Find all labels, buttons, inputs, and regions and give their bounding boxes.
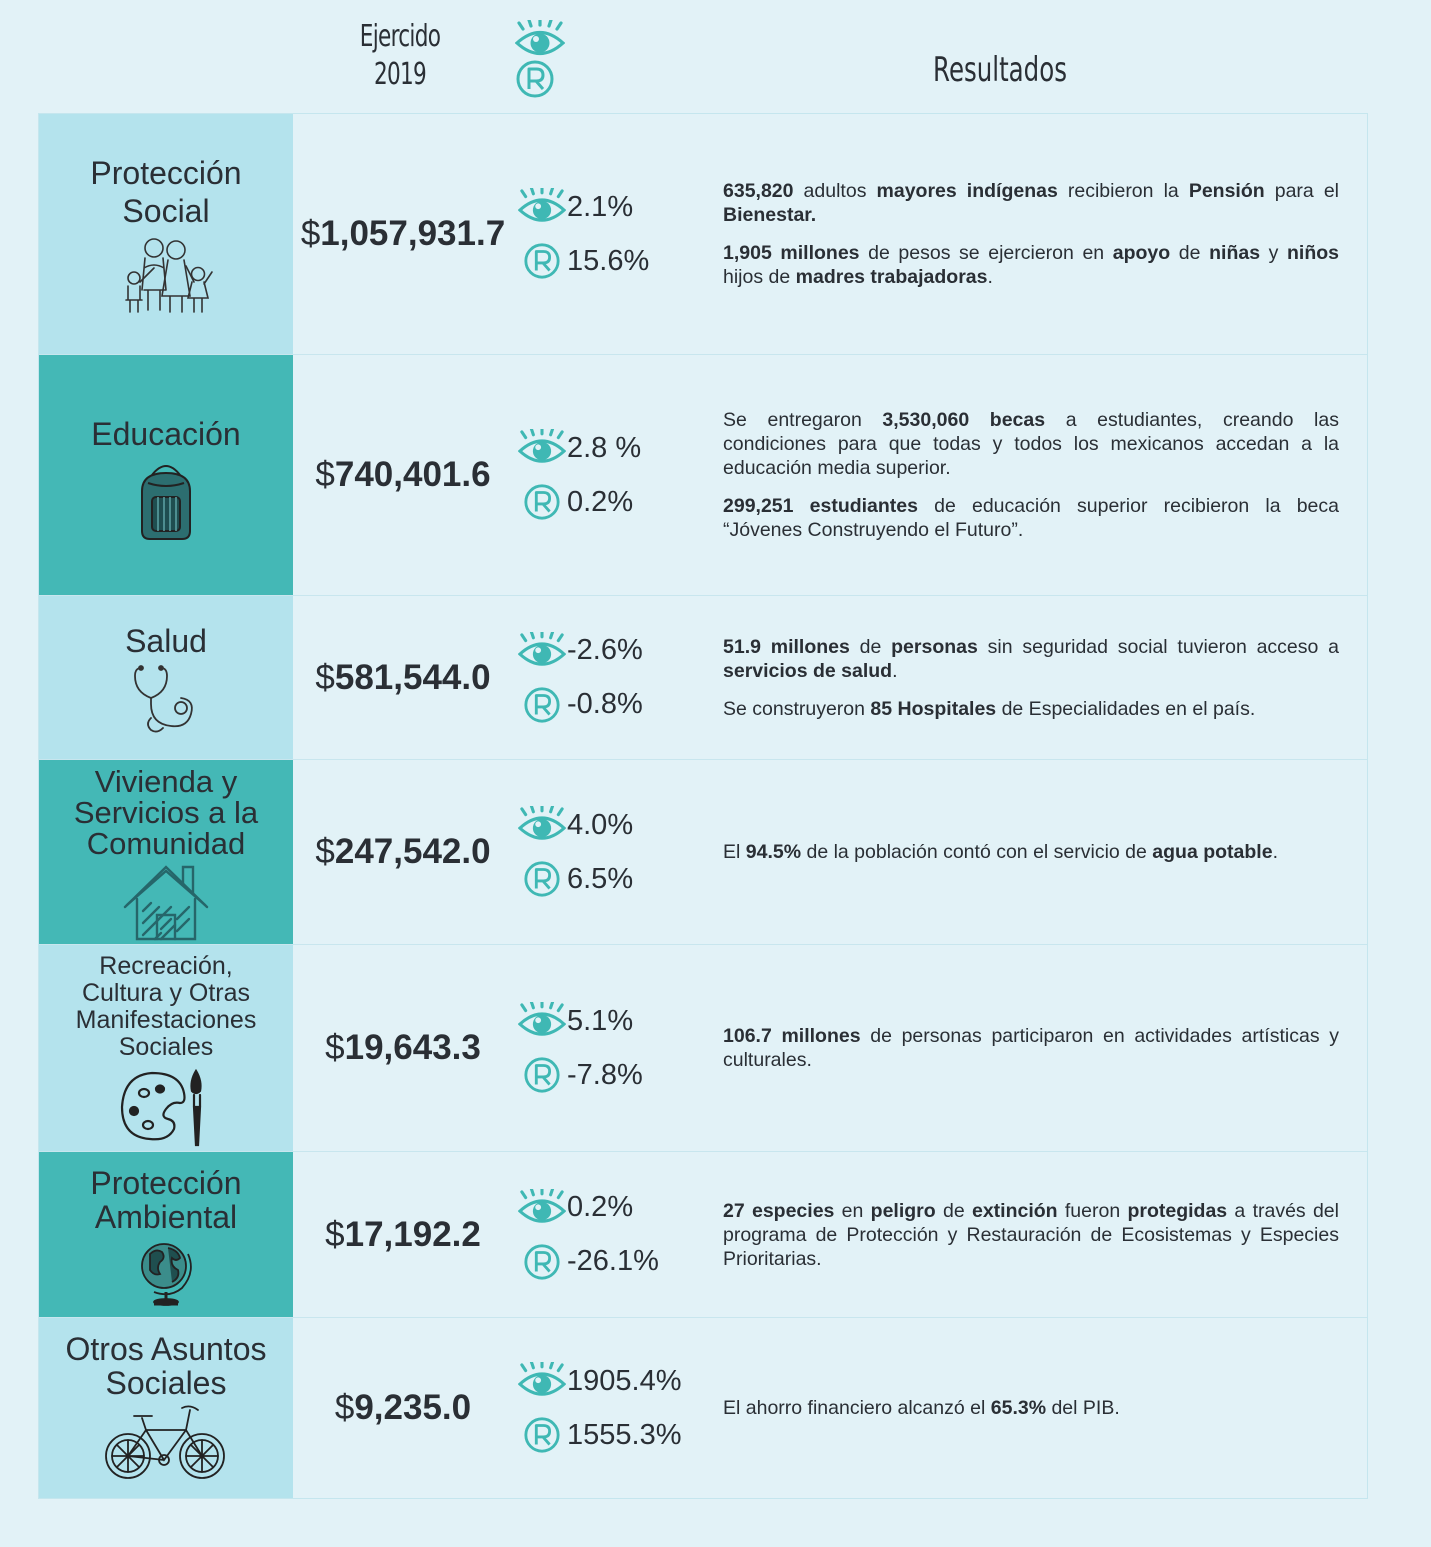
- percent-cell: [513, 355, 713, 595]
- result-text: Se construyeron: [723, 697, 871, 720]
- result-paragraph: [723, 697, 1339, 721]
- result-highlight: mayores indígenas: [876, 180, 1058, 202]
- result-highlight: extinción: [971, 1199, 1058, 1222]
- table-row: [39, 595, 1367, 759]
- category-label-line: Servicios a la: [73, 795, 259, 830]
- result-highlight: agua potable: [1152, 841, 1273, 863]
- currency-sign: $: [315, 832, 335, 871]
- result-text: en: [834, 1199, 871, 1222]
- percent-value: 4.0%: [567, 808, 634, 841]
- result-text: de pesos se ejercieron en: [859, 242, 1113, 264]
- amount-value: 17,192.2: [344, 1214, 481, 1254]
- result-highlight: 106.7 millones: [723, 1025, 861, 1047]
- percent-value: 6.5%: [567, 862, 634, 895]
- nominal-change: [517, 624, 713, 678]
- category-label-line: Cultura y Otras: [81, 979, 251, 1007]
- category-label-line: Vivienda y: [94, 764, 238, 799]
- result-highlight: 635,820: [723, 180, 794, 202]
- percent-value: -7.8%: [567, 1058, 643, 1091]
- r-circle-icon: [517, 242, 567, 280]
- eye-icon: [517, 806, 567, 843]
- result-paragraph: [723, 494, 1339, 542]
- category-label-line: Recreación,: [99, 952, 233, 980]
- result-text: .: [1272, 841, 1278, 863]
- result-paragraph: [723, 1199, 1339, 1271]
- r-circle-icon: [515, 59, 569, 99]
- currency-sign: $: [334, 1388, 355, 1427]
- r-circle-icon: [517, 483, 567, 521]
- ejercido-header: [344, 18, 456, 94]
- amount-value: 581,544.0: [334, 657, 491, 697]
- nominal-change: [517, 1181, 713, 1235]
- result-text: de educación superior recibieron la beca “Jóvenes Construyendo el Futuro”.: [723, 495, 1339, 541]
- result-paragraph: [723, 179, 1339, 227]
- globe-icon: [39, 1236, 293, 1312]
- result-paragraph: [723, 241, 1339, 289]
- result-text: a través del programa de Protección y Restauración de Ecosistemas y Especies Prioritarias.: [723, 1199, 1339, 1270]
- eye-icon: [517, 188, 567, 225]
- result-text: fueron: [1057, 1199, 1128, 1222]
- result-highlight: 3,530,060 becas: [882, 409, 1046, 431]
- percent-value: 0.2%: [567, 485, 634, 518]
- result-text: de: [849, 635, 892, 658]
- backpack-icon: [39, 461, 293, 545]
- resultados-header: Resultados: [933, 50, 1067, 90]
- house-icon: [39, 861, 293, 945]
- category-label-line: Sociales: [118, 1033, 214, 1061]
- percent-cell: [513, 596, 713, 759]
- eye-icon: [517, 1002, 567, 1039]
- table-row: [39, 944, 1367, 1151]
- header-icons: [515, 20, 569, 99]
- result-paragraph: [723, 635, 1339, 683]
- r-circle-icon: [517, 1416, 567, 1454]
- result-text: y: [1260, 242, 1287, 264]
- amount-value: 247,542.0: [334, 832, 491, 871]
- category-label-line: Protección: [90, 155, 242, 191]
- category-label-line: Social: [122, 193, 210, 229]
- result-highlight: 65.3%: [990, 1397, 1047, 1419]
- results-cell: [713, 114, 1367, 354]
- result-text: de Especialidades en el país.: [996, 697, 1256, 720]
- category-label-line: Salud: [125, 623, 207, 659]
- real-change: [517, 1048, 713, 1102]
- eye-icon: [517, 1189, 567, 1226]
- amount-cell: [293, 945, 513, 1151]
- percent-value: 0.2%: [567, 1191, 634, 1223]
- category-label-line: Manifestaciones: [75, 1006, 257, 1034]
- category-label-line: Sociales: [105, 1365, 227, 1401]
- family-icon: [39, 238, 293, 322]
- result-highlight: 27 especies: [723, 1199, 835, 1222]
- amount-value: 1,057,931.7: [320, 214, 506, 253]
- percent-cell: [513, 945, 713, 1151]
- r-circle-icon: [517, 860, 567, 898]
- result-highlight: personas: [891, 635, 978, 658]
- real-change: [517, 475, 713, 529]
- results-cell: [713, 760, 1367, 944]
- result-highlight: niños: [1287, 242, 1339, 264]
- currency-sign: $: [315, 657, 335, 697]
- result-text: de la población contó con el servicio de: [801, 841, 1153, 863]
- result-text: del PIB.: [1046, 1397, 1120, 1419]
- real-change: [517, 1235, 713, 1289]
- eye-icon: [517, 632, 567, 669]
- eye-icon: [517, 429, 567, 466]
- percent-value: 2.8 %: [567, 431, 642, 464]
- table-row: [39, 759, 1367, 944]
- result-highlight: Pensión: [1188, 180, 1265, 202]
- result-text: de personas participaron en actividades artísticas y culturales.: [723, 1025, 1339, 1071]
- amount-cell: [293, 1152, 513, 1317]
- amount-cell: [293, 760, 513, 944]
- nominal-change: [517, 1354, 713, 1408]
- results-cell: [713, 1318, 1367, 1498]
- percent-value: -0.8%: [567, 688, 643, 720]
- nominal-change: [517, 798, 713, 852]
- nominal-change: [517, 994, 713, 1048]
- result-highlight: 94.5%: [745, 841, 802, 863]
- percent-cell: [513, 760, 713, 944]
- nominal-change: [517, 180, 713, 234]
- percent-cell: [513, 1318, 713, 1498]
- result-highlight: 51.9 millones: [723, 635, 850, 658]
- table-row: [39, 114, 1367, 354]
- currency-sign: $: [300, 214, 321, 253]
- r-circle-icon: [517, 1243, 567, 1281]
- amount-value: 740,401.6: [334, 455, 491, 494]
- result-text: .: [892, 659, 898, 682]
- category-label-line: Protección: [90, 1165, 242, 1201]
- result-highlight: protegidas: [1127, 1199, 1228, 1222]
- results-cell: [713, 1152, 1367, 1317]
- result-text: de: [1170, 242, 1210, 264]
- category-cell: [39, 945, 293, 1151]
- amount-cell: [293, 114, 513, 354]
- currency-sign: $: [315, 455, 335, 494]
- bicycle-icon: [39, 1402, 293, 1488]
- result-text: de: [935, 1199, 972, 1222]
- category-label-line: Educación: [91, 416, 241, 452]
- result-highlight: Bienestar.: [723, 204, 817, 226]
- results-cell: [713, 355, 1367, 595]
- real-change: [517, 1408, 713, 1462]
- percent-value: 5.1%: [567, 1004, 634, 1037]
- result-text: sin seguridad social tuvieron acceso a: [977, 635, 1340, 658]
- amount-value: 9,235.0: [354, 1388, 472, 1427]
- percent-value: 15.6%: [567, 244, 650, 277]
- result-highlight: servicios de salud: [723, 659, 893, 682]
- result-highlight: apoyo: [1112, 242, 1171, 264]
- amount-cell: [293, 355, 513, 595]
- result-text: para el: [1264, 180, 1340, 202]
- result-text: adultos: [793, 180, 877, 202]
- table-row: [39, 354, 1367, 595]
- table-row: [39, 1151, 1367, 1317]
- result-highlight: 299,251 estudiantes: [723, 495, 918, 517]
- result-paragraph: [723, 408, 1339, 480]
- result-text: El: [723, 841, 746, 863]
- result-text: El ahorro financiero alcanzó el: [723, 1397, 991, 1419]
- percent-value: -26.1%: [567, 1245, 659, 1277]
- result-highlight: 85 Hospitales: [870, 697, 997, 720]
- percent-value: 1905.4%: [567, 1364, 682, 1397]
- category-label-line: Ambiental: [94, 1199, 238, 1235]
- table-row: [39, 1317, 1367, 1498]
- eye-icon: [517, 1362, 567, 1399]
- r-circle-icon: [517, 686, 567, 724]
- budget-table: [38, 113, 1368, 1499]
- category-cell: [39, 1152, 293, 1317]
- result-text: a estudiantes, creando las condiciones para que todas y todos los mexicanos accedan a la educación media superior.: [723, 409, 1339, 479]
- percent-value: 2.1%: [567, 190, 634, 223]
- result-text: Se entregaron: [723, 409, 883, 431]
- percent-cell: [513, 1152, 713, 1317]
- ejercido-header-line1: Ejercido: [359, 19, 441, 54]
- category-cell: [39, 114, 293, 354]
- ejercido-header-line2: 2019: [373, 57, 427, 92]
- real-change: [517, 678, 713, 732]
- result-text: .: [987, 266, 993, 288]
- category-cell: [39, 1318, 293, 1498]
- result-paragraph: [723, 1396, 1339, 1420]
- amount-cell: [293, 1318, 513, 1498]
- result-paragraph: [723, 840, 1339, 864]
- result-text: recibieron la: [1057, 180, 1189, 202]
- results-cell: [713, 596, 1367, 759]
- real-change: [517, 852, 713, 906]
- amount-cell: [293, 596, 513, 759]
- result-highlight: 1,905 millones: [723, 242, 860, 264]
- category-cell: [39, 355, 293, 595]
- eye-icon: [515, 20, 569, 59]
- percent-cell: [513, 114, 713, 354]
- category-cell: [39, 760, 293, 944]
- nominal-change: [517, 421, 713, 475]
- result-highlight: peligro: [870, 1199, 936, 1222]
- percent-value: -2.6%: [567, 634, 643, 666]
- category-cell: [39, 596, 293, 759]
- real-change: [517, 234, 713, 288]
- result-paragraph: [723, 1024, 1339, 1072]
- currency-sign: $: [325, 1214, 345, 1254]
- percent-value: 1555.3%: [567, 1418, 682, 1451]
- result-highlight: niñas: [1209, 242, 1261, 264]
- result-text: hijos de: [723, 266, 796, 288]
- amount-value: 19,643.3: [344, 1028, 481, 1067]
- currency-sign: $: [325, 1028, 345, 1067]
- results-cell: [713, 945, 1367, 1151]
- result-highlight: madres trabajadoras: [795, 266, 988, 288]
- stethoscope-icon: [39, 664, 293, 738]
- r-circle-icon: [517, 1056, 567, 1094]
- palette-icon: [39, 1067, 293, 1151]
- category-label-line: Comunidad: [86, 826, 246, 861]
- category-label-line: Otros Asuntos: [65, 1331, 267, 1367]
